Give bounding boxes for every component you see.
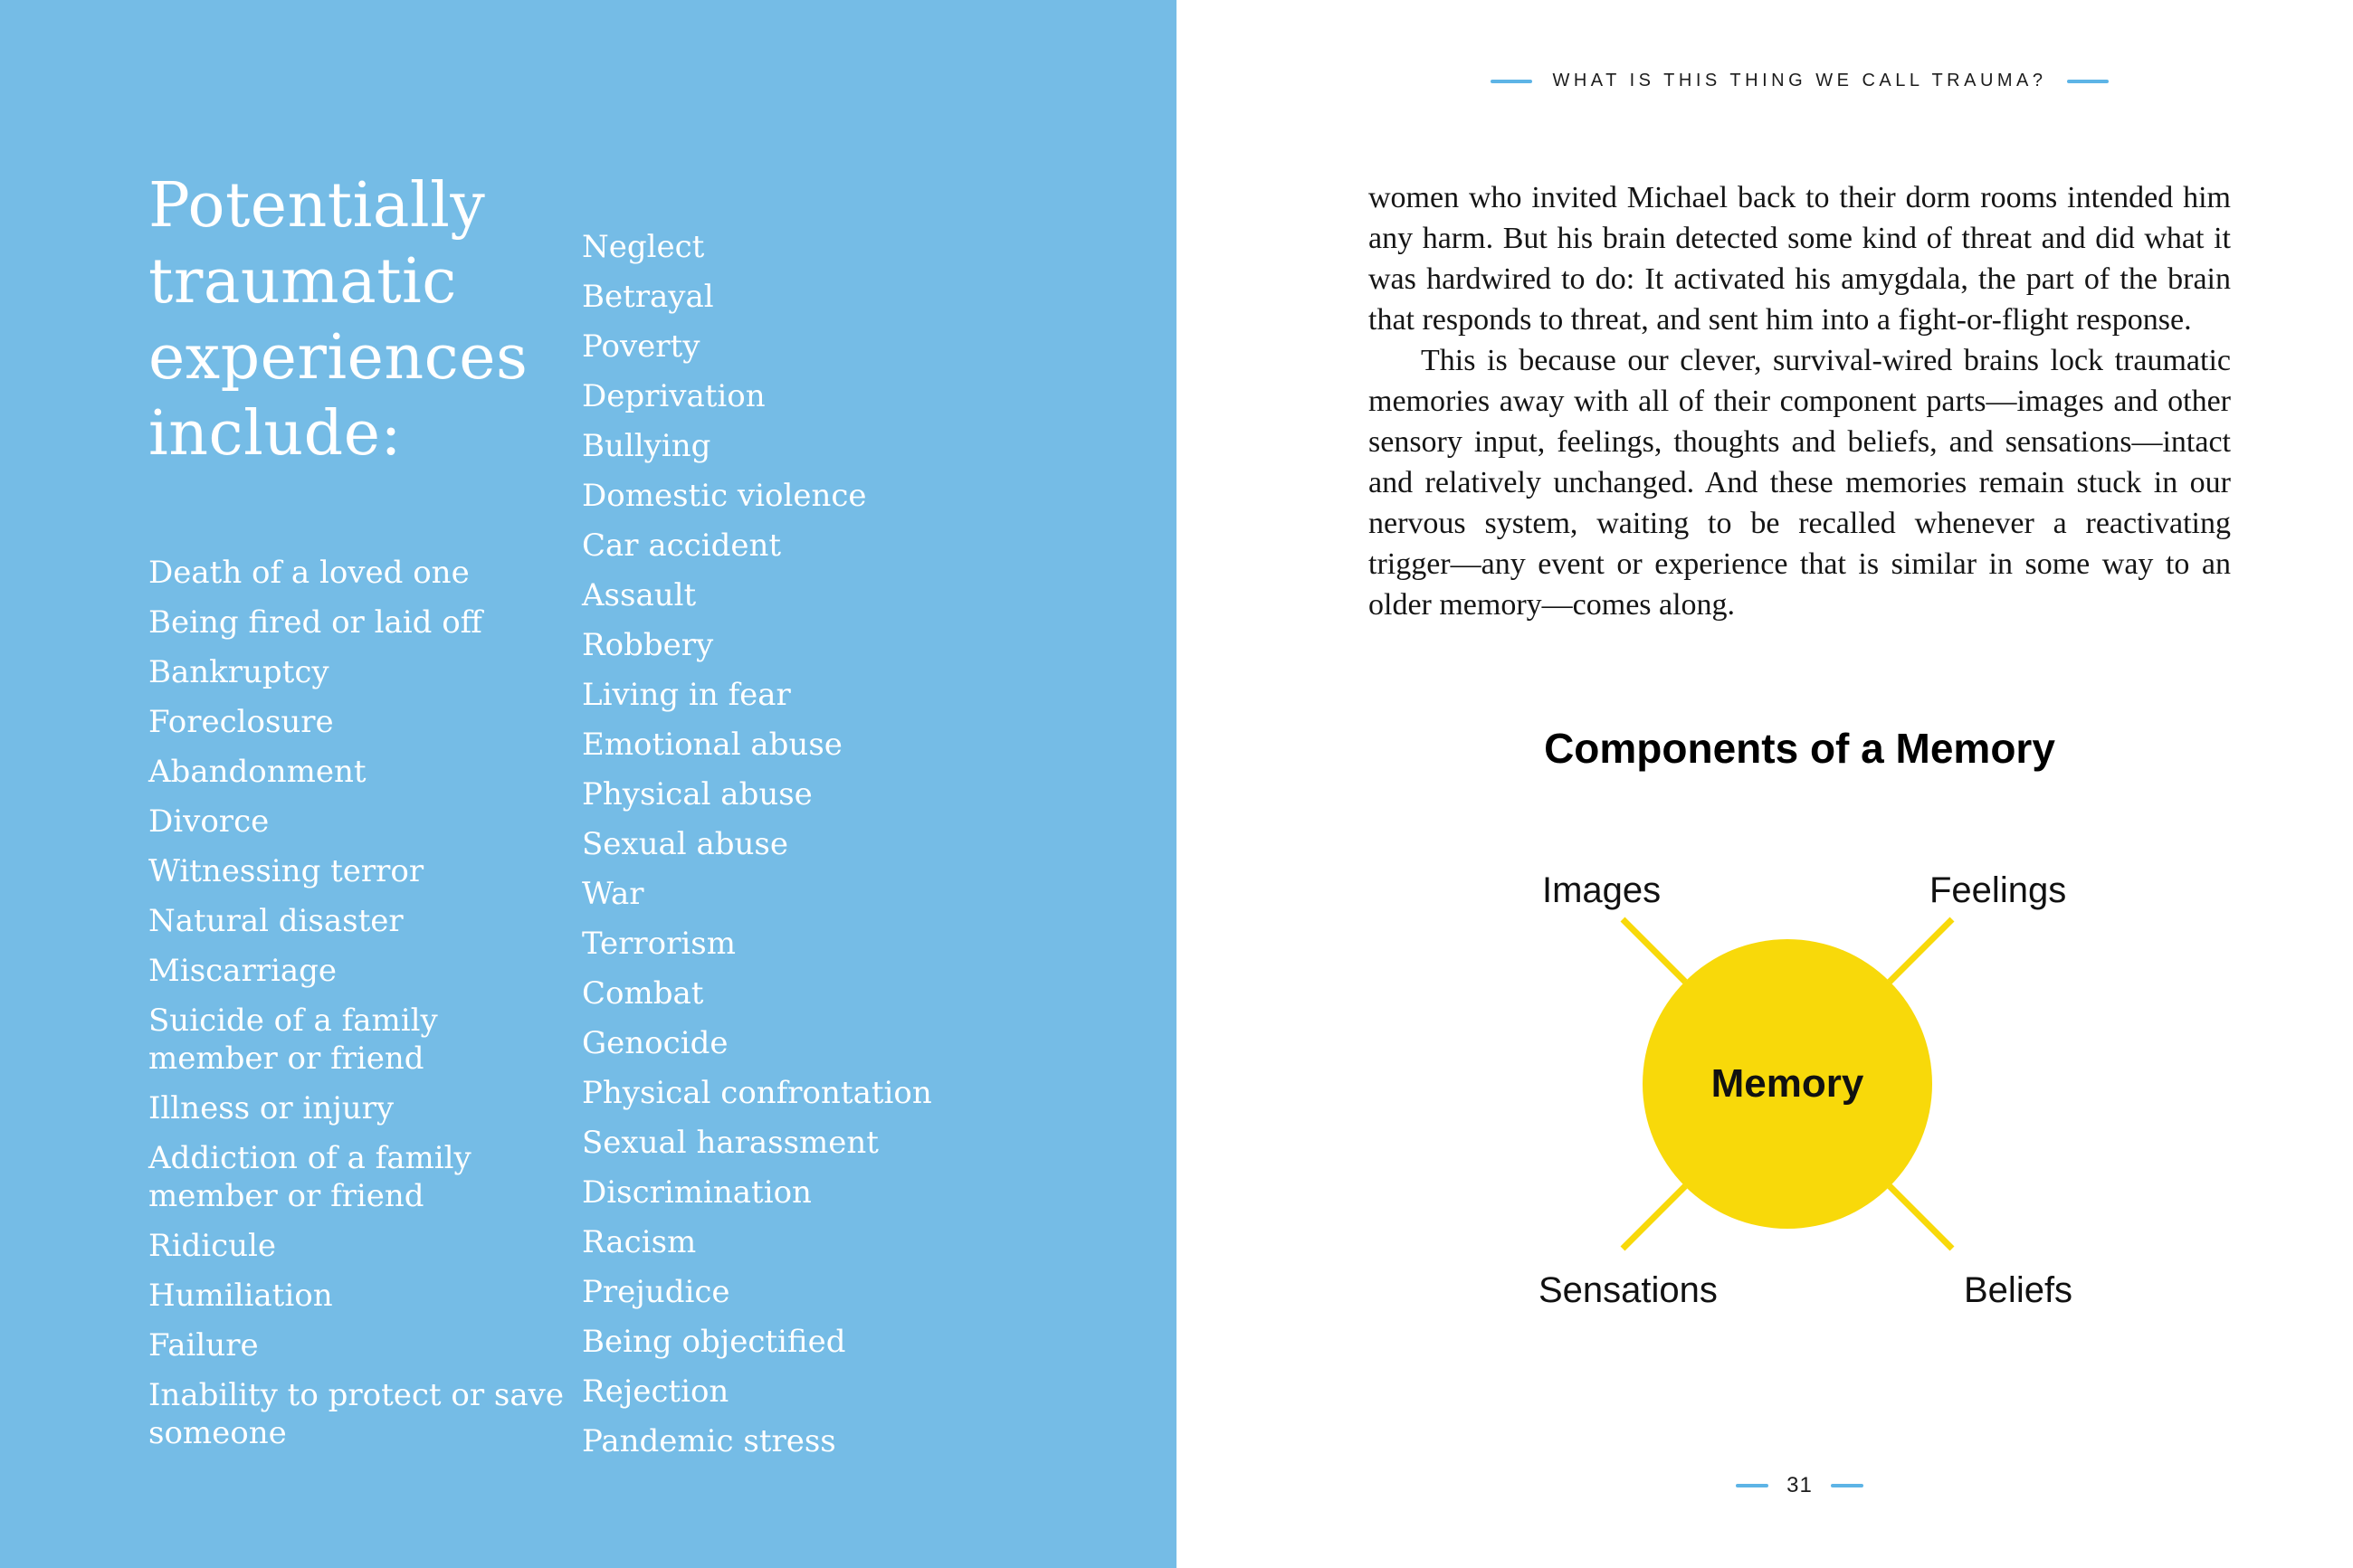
list-item: Foreclosure <box>148 704 334 740</box>
list-item: Assault <box>582 577 697 613</box>
list-item: Betrayal <box>582 279 714 315</box>
list-item: Ridicule <box>148 1228 277 1264</box>
list-item: Inability to protect or save someone <box>148 1377 564 1451</box>
page-number: 31 <box>1786 1473 1813 1497</box>
list-item: Terrorism <box>582 926 736 962</box>
list-item: Bankruptcy <box>148 654 329 690</box>
list-item: Suicide of a family member or friend <box>148 1003 438 1077</box>
list-item: War <box>582 876 644 912</box>
label-feelings: Feelings <box>1929 870 2067 910</box>
list-item: Failure <box>148 1327 259 1364</box>
list-item: Witnessing terror <box>148 853 424 889</box>
trauma-list-column-2 <box>582 228 1107 1472</box>
list-item: Robbery <box>582 627 714 663</box>
list-item: Being objectified <box>582 1324 846 1360</box>
left-page <box>0 0 1176 1568</box>
diagram-title: Components of a Memory <box>1544 725 2055 772</box>
list-item: Being fired or laid off <box>148 604 482 641</box>
body-text <box>1368 177 2231 625</box>
list-item: Miscarriage <box>148 953 337 989</box>
label-images: Images <box>1542 870 1662 910</box>
list-item: Car accident <box>582 527 782 564</box>
memory-circle <box>1643 939 1932 1229</box>
list-item: Death of a loved one <box>148 555 470 591</box>
right-page <box>1176 0 2353 1568</box>
list-item: Discrimination <box>582 1174 812 1211</box>
connector-line-bottom-left <box>1623 1186 1685 1249</box>
list-item: Deprivation <box>582 378 766 414</box>
connector-line-top-right <box>1890 919 1952 982</box>
list-item: Neglect <box>582 229 705 265</box>
list-item: Sexual harassment <box>582 1125 879 1161</box>
page-number-row <box>1368 1473 2231 1498</box>
running-header <box>1368 71 2231 91</box>
page-title: Potentially traumatic experiences include: <box>148 170 529 470</box>
trauma-list-column-1 <box>148 554 565 1464</box>
list-item: Poverty <box>582 328 700 365</box>
connector-line-bottom-right <box>1890 1186 1952 1249</box>
list-item: Prejudice <box>582 1274 730 1310</box>
list-item: Divorce <box>148 803 270 840</box>
list-item: Living in fear <box>582 677 791 713</box>
label-sensations: Sensations <box>1538 1270 1718 1310</box>
list-item: Domestic violence <box>582 478 867 514</box>
list-item: Emotional abuse <box>582 727 843 763</box>
list-item: Bullying <box>582 428 711 464</box>
memory-label: Memory <box>1710 1061 1864 1106</box>
list-item: Combat <box>582 975 704 1012</box>
list-item: Pandemic stress <box>582 1423 836 1459</box>
list-item: Racism <box>582 1224 697 1260</box>
list-item: Natural disaster <box>148 903 404 939</box>
list-item: Sexual abuse <box>582 826 788 862</box>
list-item: Illness or injury <box>148 1090 395 1126</box>
list-item: Rejection <box>582 1373 729 1410</box>
list-item: Humiliation <box>148 1278 333 1314</box>
body-paragraph-2: This is because our clever, survival-wired brains lock traumatic memories away with all of their component parts—images and other sensory input, feelings, thoughts and beliefs, and sensations—intact and relatively unchanged. And these memories remain stuck in our nervous system, waiting to be recalled whenever a reactivating trigger—any event or experience that is similar in some way to an older memory—comes along. <box>1368 344 2231 622</box>
connector-line-top-left <box>1623 919 1685 982</box>
page-number-dash-left <box>1736 1484 1768 1487</box>
page-number-dash-right <box>1831 1484 1863 1487</box>
list-item: Addiction of a family member or friend <box>148 1140 472 1214</box>
body-paragraph-1: women who invited Michael back to their dorm rooms intended him any harm. But his brain detected some kind of threat and did what it was hardwired to do: It activated his amygdala, the part of the brain that responds to threat, and sent him into a fight-or-flight response. <box>1368 181 2231 337</box>
list-item: Genocide <box>582 1025 729 1061</box>
running-header-text: WHAT IS THIS THING WE CALL TRAUMA? <box>1552 71 2047 90</box>
header-dash-right <box>2067 80 2109 83</box>
label-beliefs: Beliefs <box>1964 1270 2073 1310</box>
header-dash-left <box>1491 80 1532 83</box>
list-item: Physical confrontation <box>582 1075 932 1111</box>
list-item: Abandonment <box>148 754 367 790</box>
list-item: Physical abuse <box>582 776 813 813</box>
